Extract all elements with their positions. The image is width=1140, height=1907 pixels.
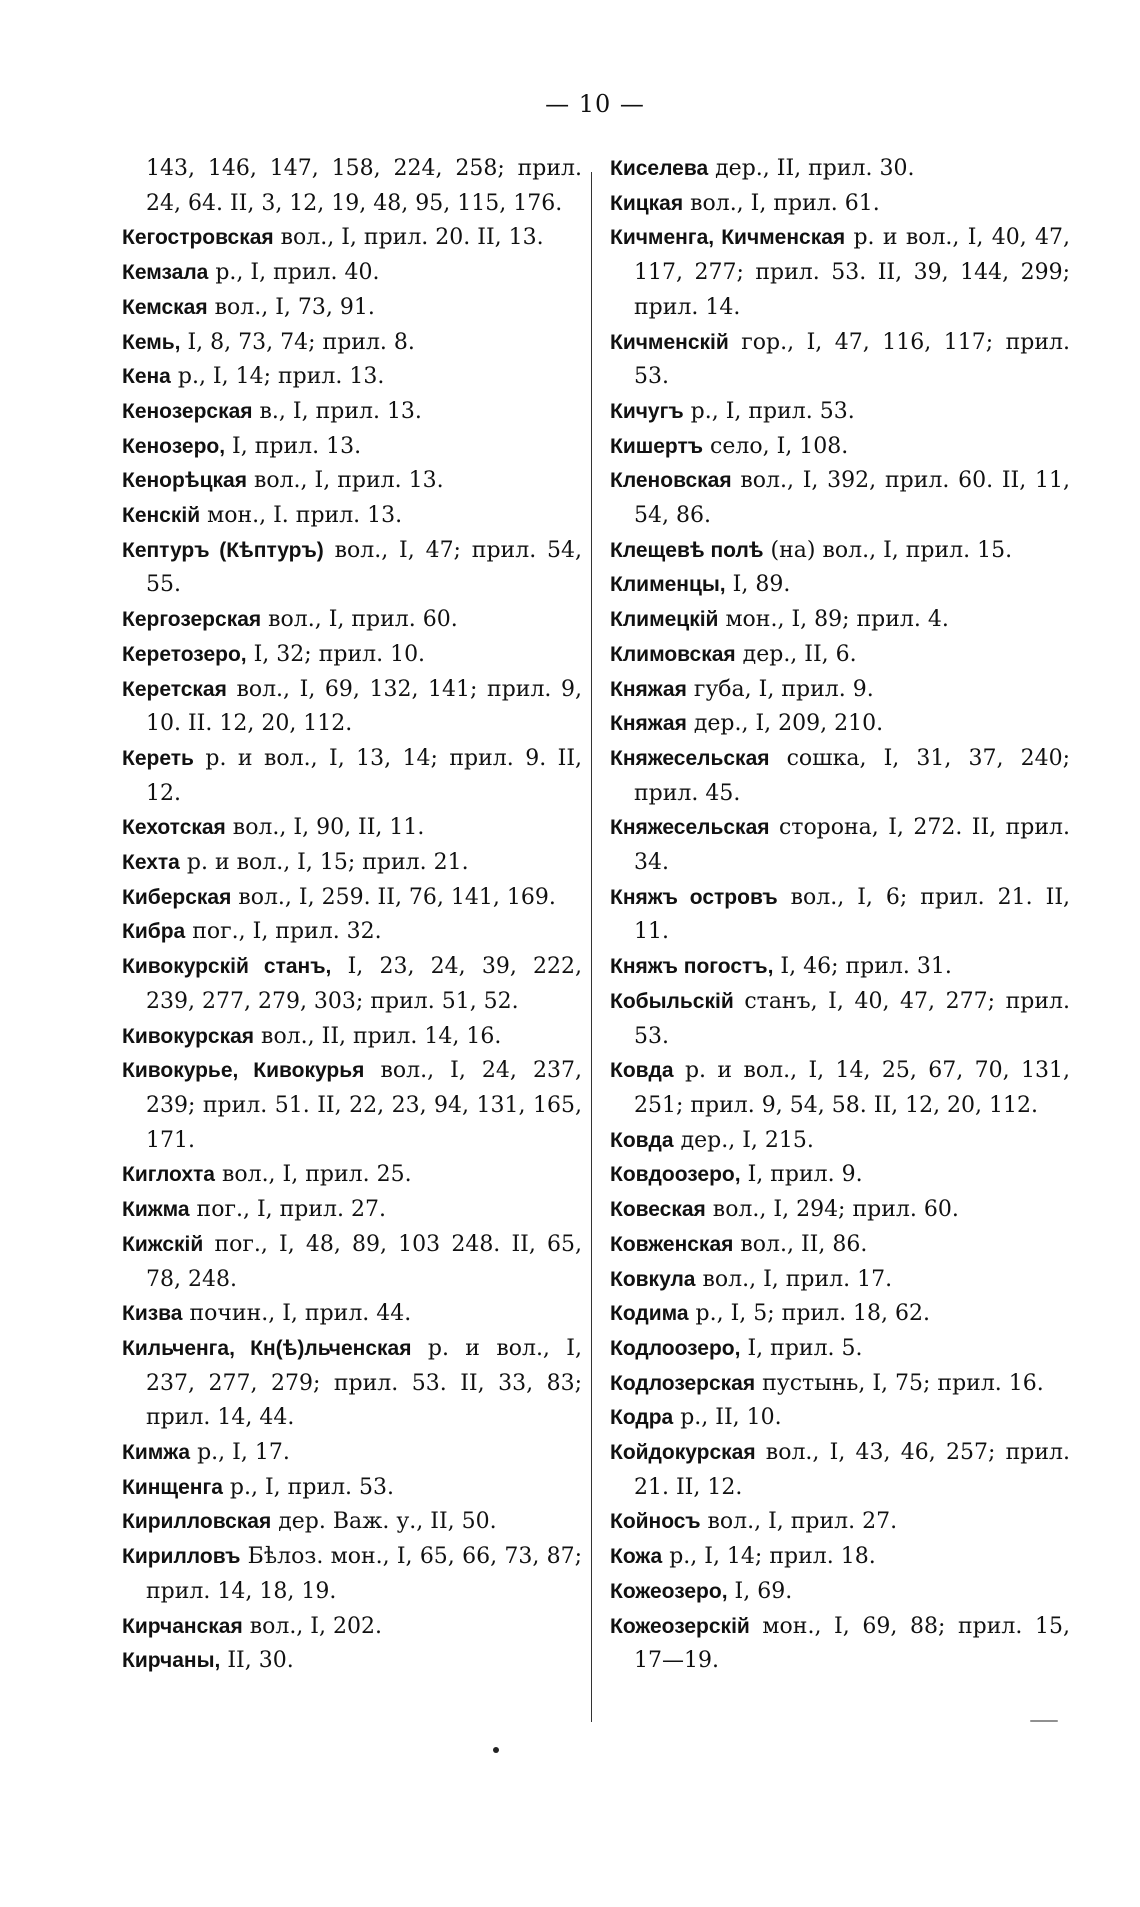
index-entry-heading: Клещевѣ полѣ — [610, 538, 764, 562]
index-column-right — [610, 152, 1070, 1679]
index-entry-references: вол., I, 6; прил. 21. II, 11. — [634, 884, 1070, 945]
index-entry — [610, 326, 1070, 395]
column-divider — [591, 172, 592, 1722]
index-entry-references: в., I, прил. 13. — [252, 398, 422, 424]
ink-smudge — [1030, 1720, 1058, 1722]
index-entry — [610, 985, 1070, 1054]
index-entry — [122, 152, 582, 221]
index-entry-heading: Кодра — [610, 1406, 674, 1430]
index-entry — [122, 1020, 582, 1055]
index-entry-heading: Кишертъ — [610, 434, 704, 458]
index-entry-heading: Климецкій — [610, 608, 719, 632]
index-entry-references: вол., I, прил. 20. II, 13. — [273, 225, 544, 251]
index-entry-heading: Ковкула — [610, 1267, 696, 1291]
index-entry-references: пустынь, I, 75; прил. 16. — [755, 1370, 1044, 1396]
index-entry — [610, 568, 1070, 603]
index-entry-references: вол., I, 24, 237, 239; прил. 51. II, 22, 23, 94, 131, 165, 171. — [146, 1058, 582, 1153]
index-entry-references: 143, 146, 147, 158, 224, 258; прил. 24, 64. II, 3, 12, 19, 48, 95, 115, 176. — [146, 156, 582, 216]
index-entry-heading: Кереть — [122, 746, 194, 770]
index-entry — [122, 1505, 582, 1540]
index-entry-heading: Кирчанская — [122, 1614, 243, 1638]
index-entry — [610, 742, 1070, 811]
index-entry — [122, 1332, 582, 1436]
index-entry — [122, 915, 582, 950]
index-entry-references: р. и вол., I, 237, 277, 279; прил. 53. II, 33, 83; прил. 14, 44. — [146, 1335, 582, 1431]
index-entry-heading: Кергозерская — [122, 608, 262, 632]
index-entry-references: вол., I, 202. — [242, 1613, 382, 1639]
index-entry — [122, 221, 582, 256]
index-entry-references: I, 32; прил. 10. — [246, 641, 426, 667]
index-entry-references: I, прил. 13. — [225, 433, 362, 459]
index-entry-references: р., I, 5; прил. 18, 62. — [688, 1301, 931, 1327]
index-entry-heading: Кибра — [122, 920, 186, 944]
index-entry-references: мон., I, 69, 88; прил. 15, 17—19. — [634, 1613, 1070, 1674]
index-entry — [122, 846, 582, 881]
index-entry — [610, 1401, 1070, 1436]
index-entry — [610, 1436, 1070, 1505]
index-entry — [122, 499, 582, 534]
index-entry-references: I, 46; прил. 31. — [773, 954, 952, 980]
index-entry — [122, 1158, 582, 1193]
index-entry-references: вол., I, 294; прил. 60. — [705, 1197, 959, 1223]
index-entry-references: р., I, 14; прил. 13. — [170, 364, 385, 390]
index-entry-references: пог., I, прил. 27. — [189, 1197, 387, 1223]
index-entry-heading: Кизва — [122, 1302, 183, 1326]
index-entry-heading: Ковженская — [610, 1232, 734, 1256]
index-entry-references: дер., II, 6. — [735, 641, 857, 667]
index-entry-references: вол., I, 43, 46, 257; прил. 21. II, 12. — [634, 1440, 1070, 1500]
index-entry-references: вол., I, 69, 132, 141; прил. 9, 10. II. 12, 20, 112. — [146, 676, 582, 737]
index-entry-references: II, 30. — [220, 1648, 294, 1674]
index-entry-references: дер., I, 215. — [673, 1127, 814, 1153]
index-entry-heading: Кичменскій — [610, 330, 729, 354]
index-entry — [610, 950, 1070, 985]
index-entry-references: р., I, прил. 40. — [208, 260, 380, 286]
index-entry — [122, 1436, 582, 1471]
index-entry-references: р. и вол., I, 40, 47, 117, 277; прил. 53. II, 39, 144, 299; прил. 14. — [634, 225, 1070, 320]
index-entry-heading: Кицкая — [610, 191, 684, 215]
index-entry-references: сторона, I, 272. II, прил. 34. — [634, 815, 1070, 876]
index-entry-heading: Кивокурская — [122, 1024, 255, 1048]
index-entry-heading: Кинщенга — [122, 1475, 223, 1499]
index-entry-references: вол., I, прил. 61. — [683, 190, 880, 216]
index-entry-heading: Кожа — [610, 1545, 663, 1569]
index-entry-references: I, 89. — [725, 572, 791, 598]
index-entry-references: вол., I, 259. II, 76, 141, 169. — [231, 884, 556, 910]
index-entry-heading: Ковда — [610, 1059, 674, 1083]
index-entry — [122, 638, 582, 673]
index-entry-references: р., I, 14; прил. 18. — [662, 1544, 876, 1570]
index-entry — [122, 291, 582, 326]
index-entry-references: дер., I, 209, 210. — [686, 711, 884, 737]
index-entry — [610, 1228, 1070, 1263]
index-entry — [122, 1610, 582, 1645]
index-entry — [122, 430, 582, 465]
index-entry — [122, 1540, 582, 1609]
index-entry-references: I, 69. — [727, 1578, 793, 1604]
index-entry — [610, 187, 1070, 222]
index-entry — [122, 256, 582, 291]
index-entry — [610, 881, 1070, 950]
index-entry — [610, 638, 1070, 673]
index-entry-heading: Кодима — [610, 1302, 689, 1326]
index-entry — [610, 1540, 1070, 1575]
index-entry-references: р., I, прил. 53. — [222, 1474, 395, 1500]
index-entry — [122, 1644, 582, 1679]
index-entry-heading: Койдокурская — [610, 1441, 756, 1465]
index-entry-heading: Кожеозеро, — [610, 1579, 728, 1603]
index-entry-heading: Кемская — [122, 295, 208, 319]
index-entry-references: губа, I, прил. 9. — [686, 676, 874, 702]
index-entry — [122, 811, 582, 846]
index-entry — [122, 1297, 582, 1332]
index-column-left — [122, 152, 582, 1679]
index-entry-references: I, прил. 9. — [740, 1162, 863, 1188]
index-entry — [122, 742, 582, 811]
index-entry-heading: Киглохта — [122, 1163, 215, 1187]
index-entry — [610, 1575, 1070, 1610]
index-entry-heading: Кенскій — [122, 504, 201, 528]
index-entry — [610, 1054, 1070, 1123]
index-entry — [610, 534, 1070, 569]
index-entry-heading: Ковда — [610, 1128, 674, 1152]
index-entry-heading: Кивокурскій станъ, — [122, 955, 332, 979]
index-entry-references: I, 8, 73, 74; прил. 8. — [180, 329, 415, 355]
index-entry-heading: Кехта — [122, 851, 180, 875]
index-entry-heading: Княжесельская — [610, 816, 770, 840]
index-entry-heading: Кирчаны, — [122, 1649, 221, 1673]
index-entry-references: р., I, прил. 53. — [683, 398, 855, 424]
index-entry-heading: Княжесельская — [610, 746, 770, 770]
index-entry — [610, 152, 1070, 187]
index-entry-references: мон., I, 89; прил. 4. — [718, 607, 949, 633]
index-entry-heading: Кичменга, Кичменская — [610, 226, 846, 250]
index-entry-references: I, прил. 5. — [740, 1335, 863, 1361]
index-entry — [122, 1054, 582, 1158]
index-entry — [610, 1332, 1070, 1367]
index-entry-heading: Ковеская — [610, 1198, 706, 1222]
index-entry — [122, 464, 582, 499]
index-entry-references: сошка, I, 31, 37, 240; прил. 45. — [634, 745, 1070, 806]
index-entry-references: р. и вол., I, 13, 14; прил. 9. II, 12. — [146, 745, 582, 806]
page-number: — 10 — — [545, 90, 645, 118]
index-entry-heading: Керетозеро, — [122, 642, 247, 666]
index-entry — [122, 360, 582, 395]
index-entry — [610, 603, 1070, 638]
index-entry — [122, 534, 582, 603]
index-entry-heading: Кемзала — [122, 261, 209, 285]
index-entry-references: пог., I, 48, 89, 103 248. II, 65, 78, 248. — [146, 1231, 582, 1292]
index-entry-references: вол., I, 90, II, 11. — [225, 815, 425, 841]
index-entry-references: вол., II, прил. 14, 16. — [254, 1023, 502, 1049]
index-entry-heading: Княжъ островъ — [610, 885, 778, 909]
index-entry-heading: Кижскій — [122, 1232, 204, 1256]
index-entry-heading: Кемь, — [122, 330, 181, 354]
index-entry-heading: Кижма — [122, 1198, 190, 1222]
index-entry — [122, 950, 582, 1019]
index-entry-heading: Кептуръ (Кѣптуръ) — [122, 538, 324, 562]
index-entry — [122, 603, 582, 638]
index-entry-references: Бѣлоз. мон., I, 65, 66, 73, 87; прил. 14, 18, 19. — [146, 1544, 582, 1604]
index-entry-heading: Кодлоозеро, — [610, 1336, 741, 1360]
index-entry-references: вол., II, 86. — [733, 1231, 868, 1257]
index-entry — [122, 673, 582, 742]
index-entry — [610, 1367, 1070, 1402]
index-entry — [610, 1193, 1070, 1228]
index-entry-references: (на) вол., I, прил. 15. — [763, 537, 1013, 563]
index-entry-heading: Княжъ погостъ, — [610, 955, 774, 979]
index-entry-heading: Киселева — [610, 157, 709, 180]
index-entry — [610, 1263, 1070, 1298]
index-entry-references: дер., II, прил. 30. — [708, 156, 915, 181]
index-entry-heading: Кехотская — [122, 816, 226, 840]
index-entry — [122, 1193, 582, 1228]
index-entry-heading: Кичугъ — [610, 399, 684, 423]
index-entry-references: вол., I, 392, прил. 60. II, 11, 54, 86. — [634, 468, 1070, 529]
index-entry-references: вол., I, прил. 60. — [261, 607, 458, 633]
index-entry — [122, 1228, 582, 1297]
index-entry — [122, 881, 582, 916]
index-entry-references: р., I, 17. — [190, 1440, 290, 1466]
index-entry-references: мон., I. прил. 13. — [200, 503, 403, 529]
index-entry-references: вол., I, прил. 13. — [246, 468, 444, 494]
index-entry-heading: Кильченга, Кн(ѣ)льченская — [122, 1336, 412, 1360]
index-entry-heading: Кена — [122, 365, 171, 389]
index-entry-references: вол., I, 73, 91. — [207, 294, 375, 320]
index-entry-heading: Княжая — [610, 677, 687, 701]
index-entry-heading: Киберская — [122, 885, 232, 909]
index-entry-heading: Клименцы, — [610, 573, 726, 597]
index-entry-heading: Кожеозерскій — [610, 1614, 750, 1638]
index-entry — [610, 464, 1070, 533]
index-entry — [122, 326, 582, 361]
index-entry — [122, 395, 582, 430]
index-entry-heading: Кегостровская — [122, 226, 274, 250]
index-entry-heading: Керетская — [122, 677, 227, 701]
index-entry-references: I, 23, 24, 39, 222, 239, 277, 279, 303; прил. 51, 52. — [146, 954, 582, 1014]
index-entry-references: станъ, I, 40, 47, 277; прил. 53. — [634, 988, 1070, 1049]
index-entry-heading: Кивокурье, Кивокурья — [122, 1059, 365, 1083]
index-entry-references: гор., I, 47, 116, 117; прил. 53. — [634, 329, 1070, 390]
index-entry — [610, 1297, 1070, 1332]
index-entry-references: вол., I, 47; прил. 54, 55. — [146, 537, 583, 598]
ink-speck — [493, 1747, 499, 1753]
index-entry-heading: Койносъ — [610, 1510, 701, 1534]
index-entry — [610, 673, 1070, 708]
index-entry-references: вол., I, прил. 17. — [695, 1266, 893, 1292]
index-entry-references: вол., I, прил. 25. — [214, 1162, 412, 1188]
index-entry-heading: Ковдоозеро, — [610, 1163, 741, 1187]
index-entry — [610, 395, 1070, 430]
index-entry-heading: Кирилловская — [122, 1510, 272, 1534]
index-entry-heading: Кирилловъ — [122, 1545, 241, 1569]
index-entry-references: почин., I, прил. 44. — [182, 1301, 412, 1327]
index-entry-heading: Княжая — [610, 712, 687, 736]
index-entry — [610, 1124, 1070, 1159]
index-entry — [122, 1471, 582, 1506]
index-entry-heading: Кодлозерская — [610, 1371, 756, 1395]
index-entry-references: р. и вол., I, 15; прил. 21. — [179, 850, 469, 876]
index-entry — [610, 221, 1070, 325]
index-entry — [610, 1610, 1070, 1679]
index-entry-heading: Кенорѣцкая — [122, 469, 247, 493]
index-entry-references: р. и вол., I, 14, 25, 67, 70, 131, 251; прил. 9, 54, 58. II, 12, 20, 112. — [634, 1058, 1070, 1118]
index-entry-heading: Климовская — [610, 642, 736, 666]
index-entry-heading: Кенозерская — [122, 399, 253, 423]
index-entry — [610, 1158, 1070, 1193]
index-entry — [610, 707, 1070, 742]
index-entry — [610, 430, 1070, 465]
index-entry-references: вол., I, прил. 27. — [700, 1509, 898, 1535]
index-entry — [610, 1505, 1070, 1540]
index-entry-references: пог., I, прил. 32. — [185, 919, 382, 945]
index-entry-heading: Кобыльскій — [610, 989, 734, 1013]
index-entry-heading: Кенозеро, — [122, 434, 226, 458]
index-entry-heading: Кленовская — [610, 469, 732, 493]
index-entry-references: р., II, 10. — [673, 1405, 782, 1431]
index-entry-references: дер. Важ. у., II, 50. — [271, 1509, 497, 1535]
index-entry — [610, 811, 1070, 880]
index-entry-heading: Кимжа — [122, 1441, 191, 1465]
index-entry-references: село, I, 108. — [703, 433, 849, 459]
